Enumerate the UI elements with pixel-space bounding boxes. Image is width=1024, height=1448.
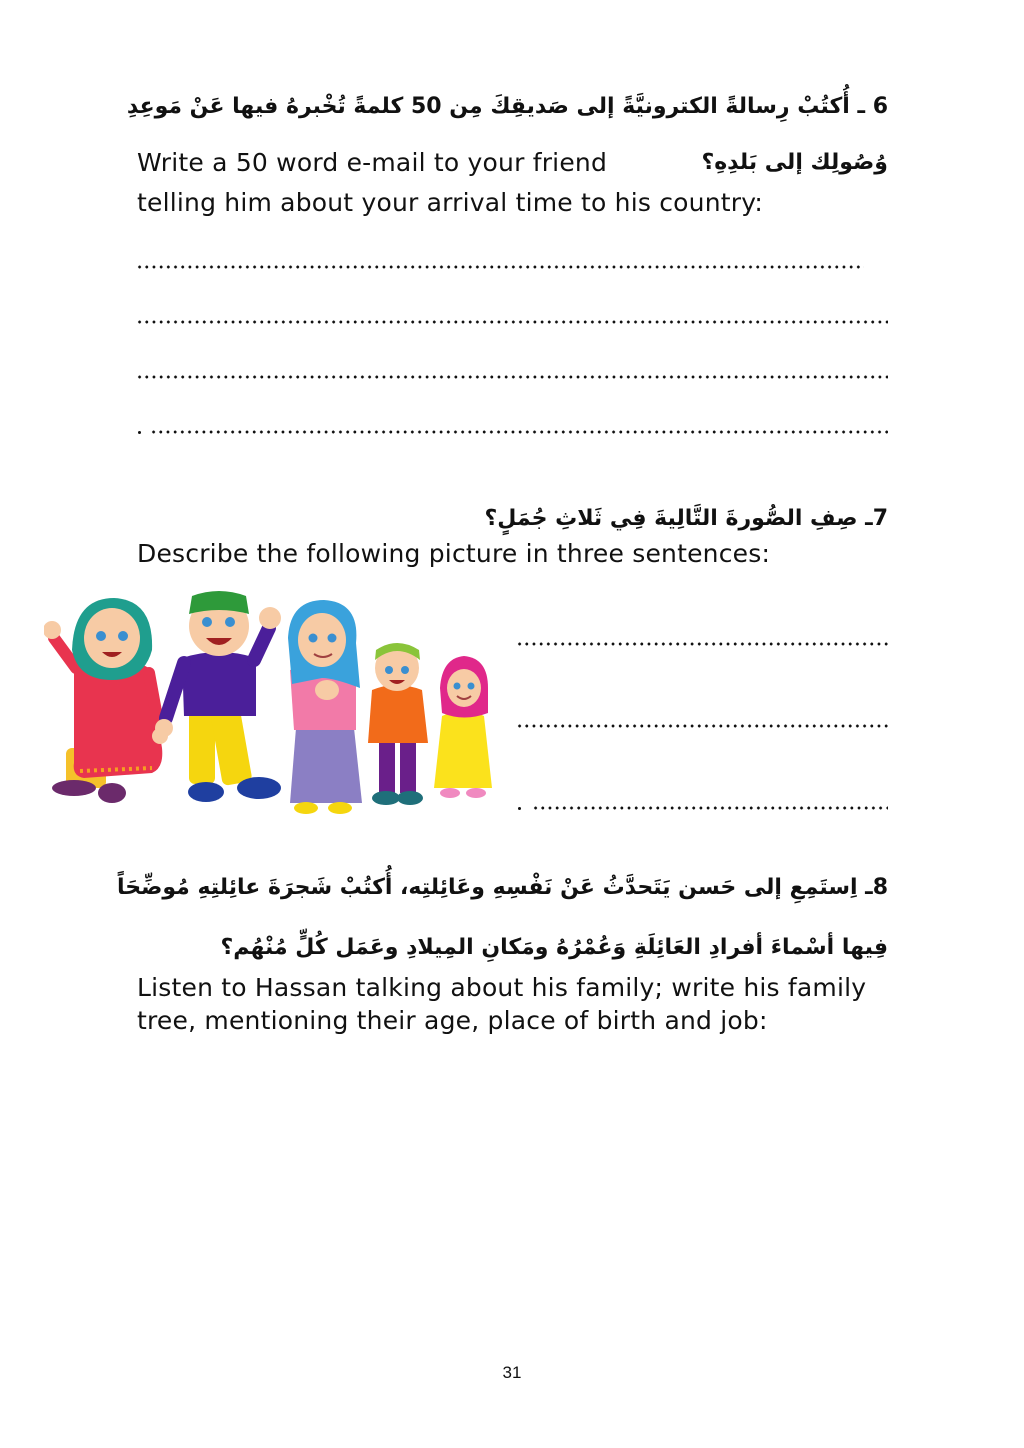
q7-arabic-prompt: 7ـ صِفِ الصُّورةَ التَّالِيةَ فِي ثَلاثِ جُمَلٍ؟: [484, 506, 888, 531]
q6-english-prompt-line1: Write a 50 word e-mail to your friend: [137, 148, 608, 177]
figure-father-green-cap: [155, 591, 281, 802]
q7-english-prompt: Describe the following picture in three sentences:: [137, 539, 771, 568]
q8-english-prompt-line1: Listen to Hassan talking about his family; write his family: [137, 973, 867, 1002]
q8-english-prompt-line2: tree, mentioning their age, place of birth and job:: [137, 1006, 768, 1035]
q6-arabic-prompt-line1: 6 ـ أُكتُبْ رِسالةً الكترونيَّةً إلى صَديقِكَ مِن 50 كلمةً تُخْبرهُ فيها عَنْ مَوعِدِ: [126, 94, 888, 119]
answer-line-3[interactable]: [136, 375, 888, 379]
picture-answer-line-1[interactable]: [516, 642, 888, 646]
picture-answer-line-3[interactable]: [532, 806, 888, 810]
figure-girl-teal-hijab: [44, 598, 168, 803]
page-number: 31: [502, 1363, 522, 1382]
answer-line-4-leading-dot: [138, 431, 141, 434]
figure-small-girl-pink-hijab: [434, 656, 492, 798]
figure-boy-green-cap: [368, 643, 428, 805]
answer-line-4[interactable]: [150, 430, 888, 434]
family-tree-answer-area[interactable]: [136, 1050, 888, 1330]
family-illustration: [44, 588, 494, 818]
q6-english-prompt-line2: telling him about your arrival time to his country:: [137, 188, 764, 217]
q6-arabic-prompt-line2: وُصُولِك إلى بَلدِهِ؟: [701, 150, 888, 175]
q8-arabic-prompt-line2: فِيها أسْماءَ أفرادِ العَائِلَةِ وَعُمْرُهُ ومَكانِ المِيلادِ وعَمَل كُلٍّ مُنْهُم؟: [220, 935, 888, 960]
picture-answer-line-2[interactable]: [516, 724, 888, 728]
answer-line-1[interactable]: [136, 265, 864, 269]
answer-line-2[interactable]: [136, 320, 888, 324]
q8-arabic-prompt-line1: 8ـ اِستَمِعِ إلى حَسن يَتَحدَّثُ عَنْ نَفْسِهِ وعَائِلتِه، أُكتُبْ شَجرَةَ عائِلتِهِ مُوضِّحَاً: [117, 875, 888, 900]
picture-answer-line-3-leading-dot: [518, 807, 521, 810]
figure-mother-blue-hijab: [288, 600, 362, 814]
